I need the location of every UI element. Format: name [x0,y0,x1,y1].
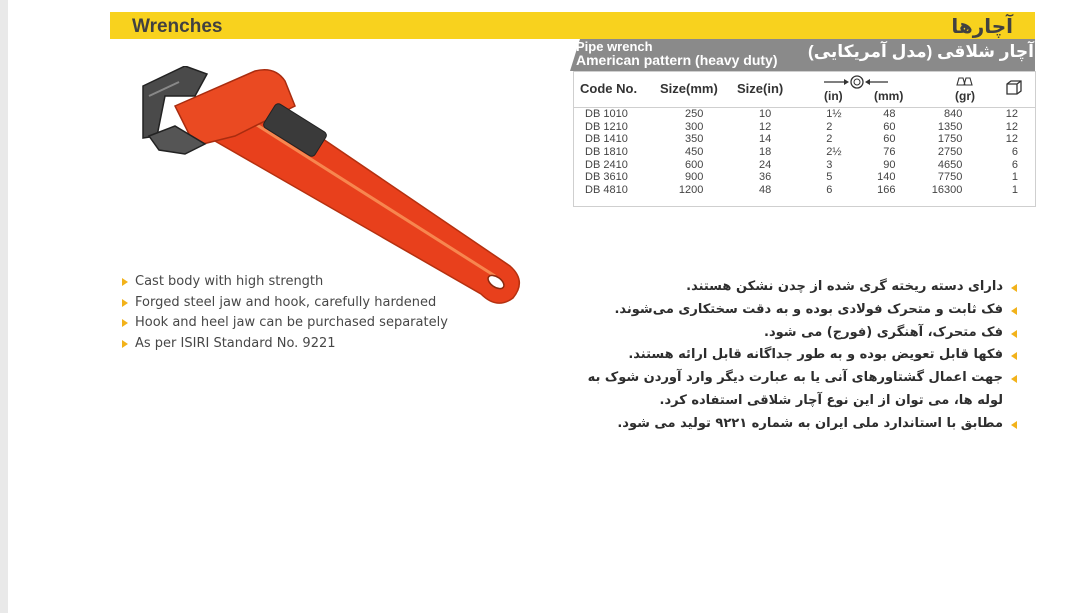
cell-size-mm: 300 [685,120,704,133]
cell-capacity-mm: 90 [883,158,896,171]
table-row [574,184,1035,197]
cell-box-qty: 1 [1011,171,1018,184]
cell-box-qty: 6 [1011,146,1018,159]
table-row [574,146,1035,159]
product-name-fa: آچار شلاقی (مدل آمریکایی) [808,42,1034,61]
cell-size-in: 48 [759,183,772,196]
cell-weight: 2750 [937,146,963,159]
cell-capacity-in: 5 [826,171,833,184]
header-size-mm: Size(mm) [660,81,718,96]
cell-code: DB 1210 [585,120,628,133]
table-row [574,158,1035,171]
cell-code: DB 3610 [585,171,628,184]
cell-capacity-mm: 140 [877,171,896,184]
cell-capacity-in: 3 [826,158,833,171]
cell-code: DB 2410 [585,158,628,171]
cell-size-in: 18 [759,146,772,159]
cell-size-in: 24 [759,158,772,171]
cell-size-mm: 450 [685,146,704,159]
cell-box-qty: 12 [1005,108,1018,121]
cell-code: DB 4810 [585,183,628,196]
table-row [574,108,1035,121]
header-capacity-mm: (mm) [874,89,904,103]
weight-icon [955,75,973,87]
page-edge [0,0,8,613]
box-icon [1005,79,1023,95]
table-row [574,171,1035,184]
cell-capacity-in: 6 [826,183,833,196]
header-code: Code No. [580,81,638,96]
pipe-capacity-icon [822,74,890,90]
cell-box-qty: 1 [1011,183,1018,196]
cell-size-mm: 1200 [678,183,704,196]
cell-size-mm: 600 [685,158,704,171]
cell-capacity-mm: 60 [883,120,896,133]
cell-weight: 4650 [937,158,963,171]
cell-capacity-in: 2½ [826,146,842,159]
cell-capacity-in: 1½ [826,108,842,121]
cell-size-mm: 250 [685,108,704,121]
cell-code: DB 1010 [585,108,628,121]
cell-size-mm: 900 [685,171,704,184]
cell-box-qty: 12 [1005,133,1018,146]
cell-size-in: 12 [759,120,772,133]
cell-code: DB 1410 [585,133,628,146]
cell-capacity-mm: 48 [883,108,896,121]
cell-weight: 1750 [937,133,963,146]
feature-fa-item: فک متحرک، آهنگری (فورج) می شود. [578,322,1018,345]
cell-box-qty: 12 [1005,120,1018,133]
product-pattern-en: American pattern (heavy duty) [576,52,778,68]
feature-en-item: Forged steel jaw and hook, carefully hardened [120,293,448,314]
features-fa-list [578,276,1018,436]
feature-fa-item: جهت اعمال گشتاورهای آنی یا به عبارت دیگر وارد آوردن شوک به لوله ها، می توان از این نوع آچار شلاقی استفاده کرد. [578,367,1018,413]
cell-capacity-in: 2 [826,120,833,133]
feature-fa-item: مطابق با استاندارد ملی ایران به شماره ۹۲۲۱ تولید می شود. [578,413,1018,436]
header-size-in: Size(in) [737,81,784,96]
feature-en-item: As per ISIRI Standard No. 9221 [120,334,448,355]
cell-size-in: 36 [759,171,772,184]
feature-en-item: Cast body with high strength [120,272,448,293]
table-row [574,121,1035,134]
cell-weight: 1350 [937,120,963,133]
cell-capacity-mm: 60 [883,133,896,146]
features-en-list [120,272,448,354]
header-weight: (gr) [955,89,975,103]
cell-weight: 840 [944,108,963,121]
table-row [574,133,1035,146]
section-title-en: Wrenches [132,16,223,37]
feature-fa-item: دارای دسته ریخته گری شده از چدن نشکن هستند. [578,276,1018,299]
cell-capacity-mm: 76 [883,146,896,159]
cell-code: DB 1810 [585,146,628,159]
wrench-handle-highlight [227,106,495,276]
cell-capacity-in: 2 [826,133,833,146]
cell-weight: 7750 [937,171,963,184]
section-title-fa: آچارها [951,16,1013,38]
cell-size-in: 10 [759,108,772,121]
cell-size-mm: 350 [685,133,704,146]
feature-en-item: Hook and heel jaw can be purchased separately [120,313,448,334]
feature-fa-item: فکها قابل تعویض بوده و به طور جداگانه قابل ارائه هستند. [578,344,1018,367]
spec-table-body [574,108,1035,196]
cell-size-in: 14 [759,133,772,146]
cell-box-qty: 6 [1011,158,1018,171]
product-name-en: Pipe wrench [576,39,653,54]
feature-fa-item: فک ثابت و متحرک فولادی بوده و به دقت سختکاری می‌شوند. [578,299,1018,322]
cell-weight: 16300 [931,183,963,196]
header-capacity-in: (in) [824,89,843,103]
spec-table [573,71,1036,207]
section-banner [110,12,1035,39]
cell-capacity-mm: 166 [877,183,896,196]
